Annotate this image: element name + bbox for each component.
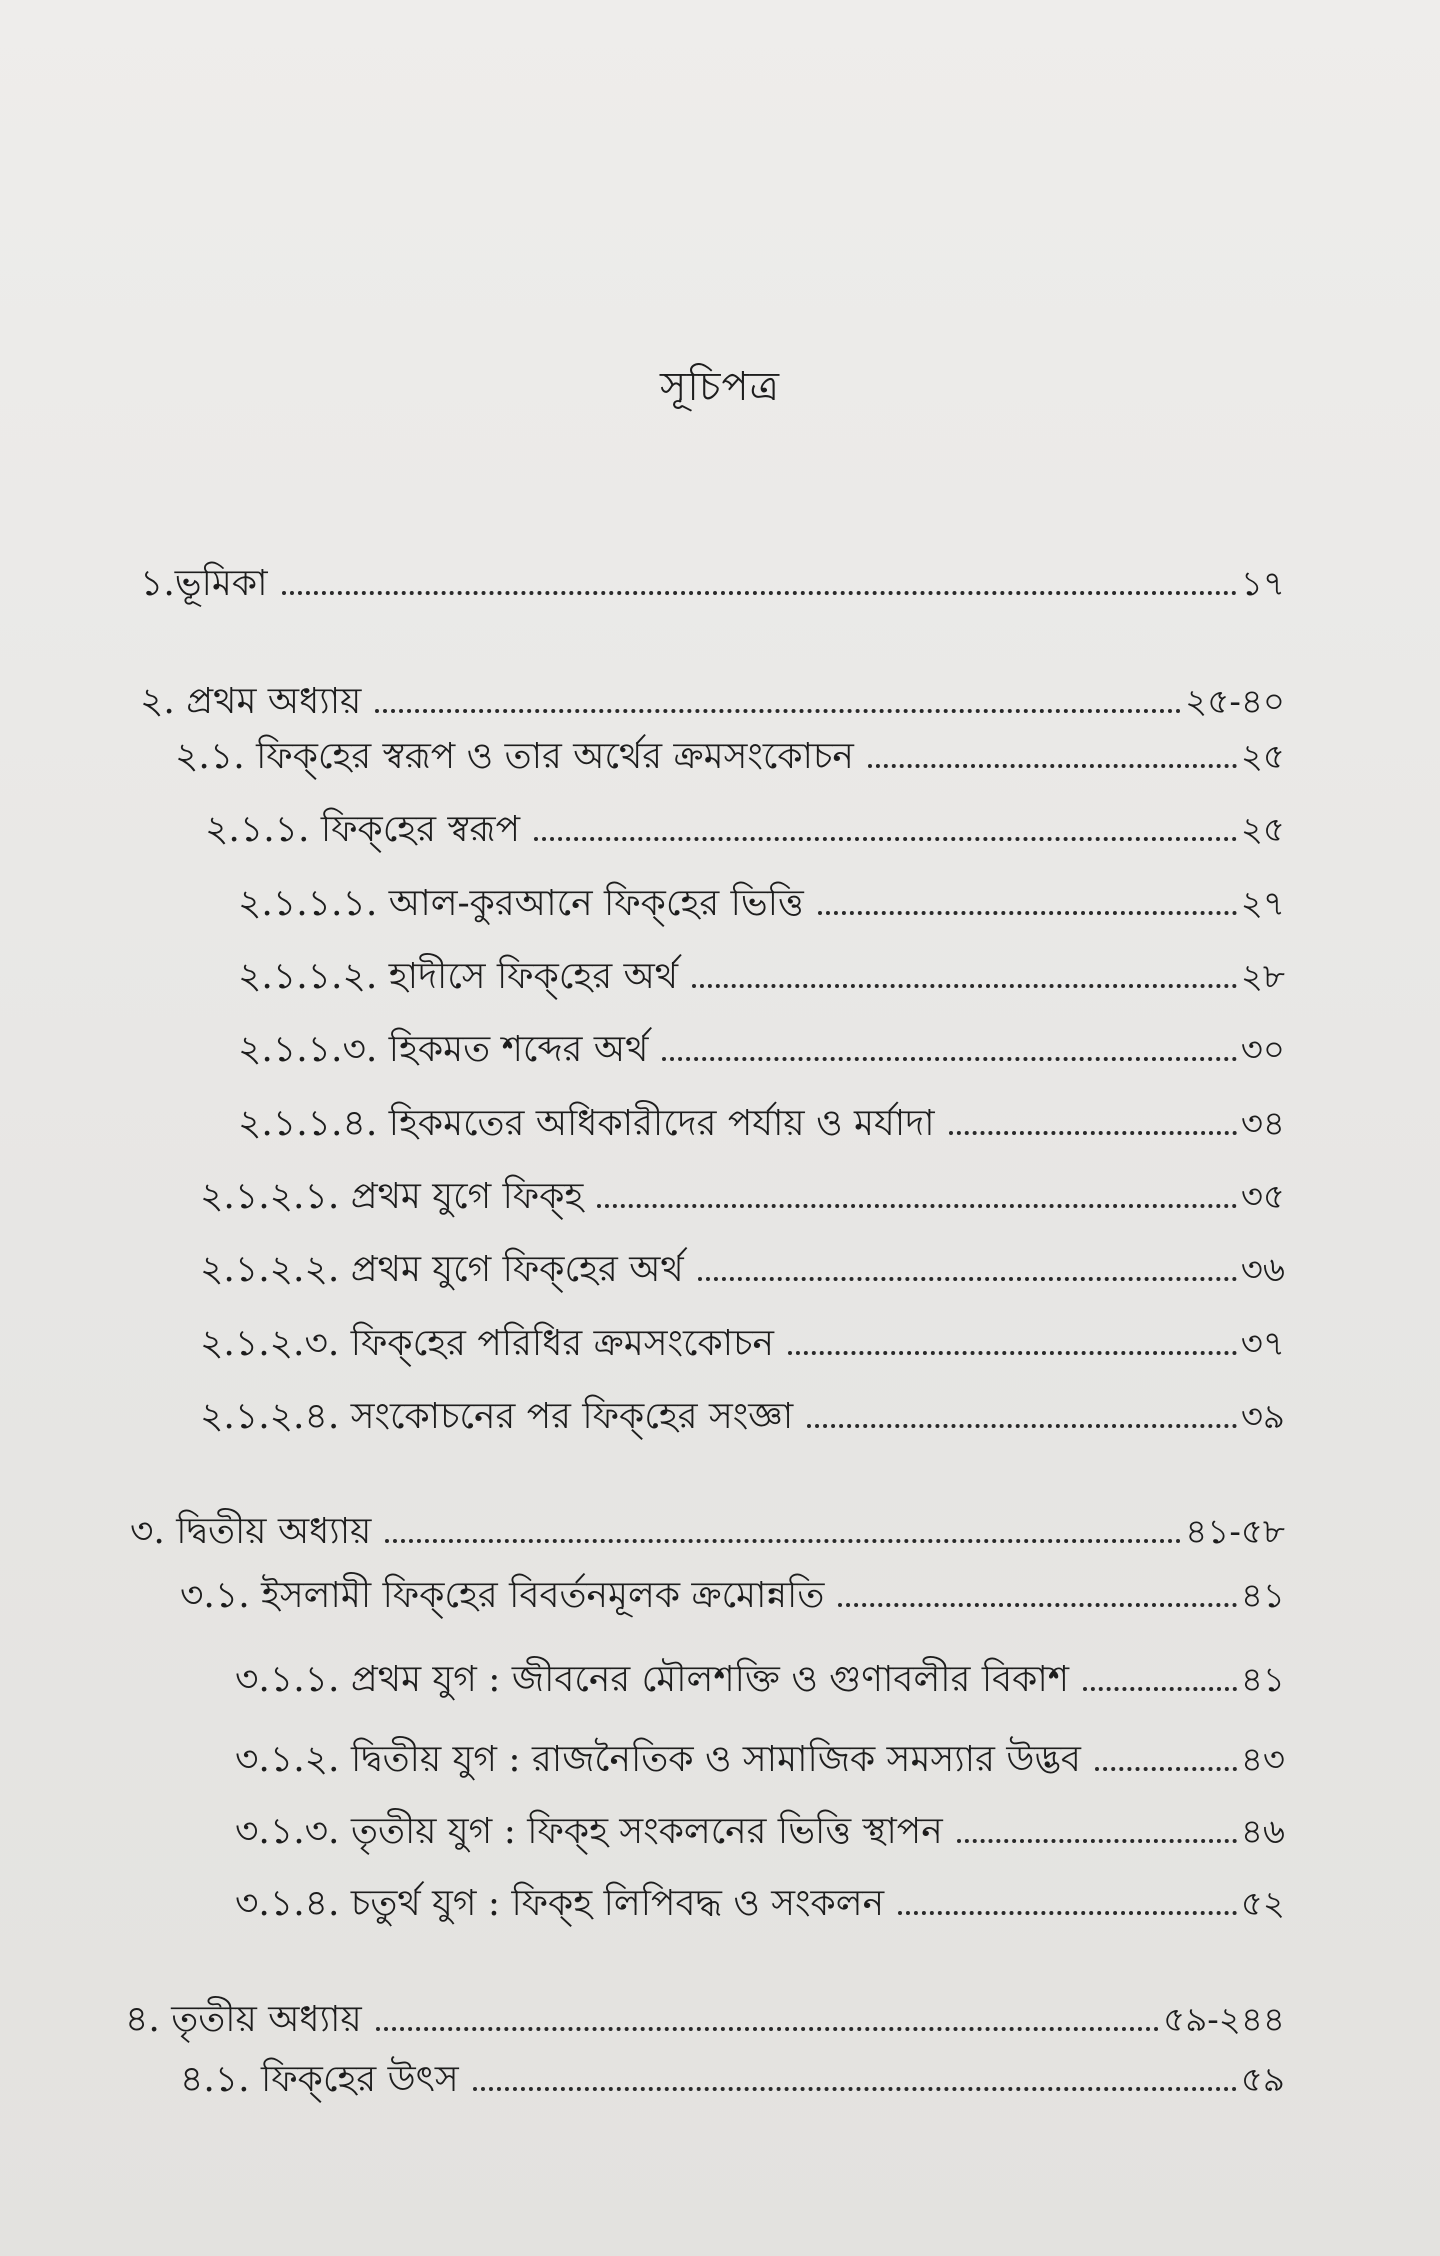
toc-entry <box>200 1248 1285 1292</box>
toc-entry <box>205 808 1285 852</box>
dot-leader <box>818 911 1237 915</box>
toc-entry-label: ৪. তৃতীয় অধ্যায় <box>125 1999 362 2040</box>
toc-entry-label: ২.১.২.২. প্রথম যুগে ফিক্‌হের অর্থ <box>200 1249 684 1290</box>
toc-entry-label: ২.১.২.১. প্রথম যুগে ফিক্‌হ <box>200 1176 584 1217</box>
toc-entry-page: ৩৯ <box>1240 1397 1285 1437</box>
dot-leader <box>473 2087 1237 2091</box>
toc-entry-label: ২.১. ফিক্‌হের স্বরূপ ও তার অর্থের ক্রমসংকোচন <box>175 736 854 777</box>
toc-entry-page: ১৭ <box>1240 564 1285 604</box>
toc-entry-page: ২৫ <box>1240 810 1285 850</box>
toc-entry-page: ৩৭ <box>1240 1324 1285 1364</box>
dot-leader <box>1083 1687 1237 1691</box>
toc-entry <box>238 1102 1285 1146</box>
toc-entry-label: ৩.১. ইসলামী ফিক্‌হের বিবর্তনমূলক ক্রমোন্নতি <box>180 1575 825 1616</box>
toc-entry-label: ৩. দ্বিতীয় অধ্যায় <box>130 1511 372 1552</box>
toc-entry-page: ৫২ <box>1240 1884 1285 1924</box>
dot-leader <box>282 591 1237 595</box>
dot-leader <box>868 764 1237 768</box>
toc-entry <box>235 1810 1285 1854</box>
toc-entry-label: ৩.১.১. প্রথম যুগ : জীবনের মৌলশক্তি ও গুণাবলীর বিকাশ <box>235 1659 1070 1700</box>
toc-entry-label: ৪.১. ফিক্‌হের উৎস <box>180 2059 459 2100</box>
toc-entry-page: ২৭ <box>1240 884 1285 924</box>
dot-leader <box>838 1603 1237 1607</box>
dot-leader <box>385 1539 1181 1543</box>
toc-entry-label: ২.১.২.৩. ফিক্‌হের পরিধির ক্রমসংকোচন <box>200 1323 774 1364</box>
dot-leader <box>692 984 1237 988</box>
toc-entry-label: ৩.১.৪. চতুর্থ যুগ : ফিক্‌হ লিপিবদ্ধ ও সংকলন <box>235 1883 885 1924</box>
toc-entry-page: ৪১-৫৮ <box>1185 1512 1285 1552</box>
toc-entry <box>235 1738 1285 1782</box>
toc-entry-page: ৩০ <box>1240 1030 1285 1070</box>
toc-entry-page: ৪১ <box>1240 1576 1285 1616</box>
toc-entry-label: ২.১.১.৩. হিকমত শব্দের অর্থ <box>238 1029 649 1070</box>
toc-entry-page: ২৫-৪০ <box>1185 682 1285 722</box>
dot-leader <box>898 1911 1237 1915</box>
dot-leader <box>375 709 1181 713</box>
dot-leader <box>698 1277 1237 1281</box>
toc-entry <box>140 680 1285 724</box>
toc-entry <box>140 562 1285 606</box>
dot-leader <box>662 1057 1236 1061</box>
toc-entry <box>175 735 1285 779</box>
toc-entry-page: ৪৬ <box>1240 1812 1285 1852</box>
toc-entry <box>130 1510 1285 1554</box>
toc-entry <box>235 1658 1285 1702</box>
toc-entry-label: ২.১.১.২. হাদীসে ফিক্‌হের অর্থ <box>238 956 679 997</box>
dot-leader <box>534 837 1237 841</box>
dot-leader <box>1095 1767 1237 1771</box>
toc-entry <box>125 1998 1285 2042</box>
toc-entry <box>238 1028 1285 1072</box>
page-title: সূচিপত্র <box>660 364 780 410</box>
toc-entry-page: ৩৫ <box>1240 1177 1285 1217</box>
toc-entry <box>180 1574 1285 1618</box>
toc-entry <box>200 1395 1285 1439</box>
dot-leader <box>949 1131 1237 1135</box>
toc-entry-label: ২. প্রথম অধ্যায় <box>140 681 362 722</box>
dot-leader <box>807 1424 1237 1428</box>
dot-leader <box>788 1351 1237 1355</box>
toc-entry-label: ২.১.১.১. আল-কুরআনে ফিক্‌হের ভিত্তি <box>238 883 804 924</box>
toc-entry-page: ৪১ <box>1240 1660 1285 1700</box>
toc-entry-page: ৫৯ <box>1240 2060 1285 2100</box>
toc-entry-label: ২.১.১. ফিক্‌হের স্বরূপ <box>205 809 521 850</box>
toc-entry-page: ২৫ <box>1240 737 1285 777</box>
toc-entry-page: ৩৬ <box>1240 1250 1285 1290</box>
toc-entry-page: ৫৯-২৪৪ <box>1163 2000 1285 2040</box>
toc-entry-label: ২.১.২.৪. সংকোচনের পর ফিক্‌হের সংজ্ঞা <box>200 1396 794 1437</box>
dot-leader <box>957 1839 1237 1843</box>
toc-entry-page: ৩৪ <box>1240 1104 1285 1144</box>
toc-entry <box>200 1175 1285 1219</box>
toc-entry <box>238 955 1285 999</box>
toc-entry-label: ২.১.১.৪. হিকমতের অধিকারীদের পর্যায় ও মর্যাদা <box>238 1103 935 1144</box>
toc-entry <box>235 1882 1285 1926</box>
toc-entry <box>180 2058 1285 2102</box>
toc-entry <box>200 1322 1285 1366</box>
dot-leader <box>376 2027 1159 2031</box>
dot-leader <box>597 1204 1237 1208</box>
toc-entry-page: ৪৩ <box>1240 1740 1285 1780</box>
toc-entry-page: ২৮ <box>1240 957 1285 997</box>
toc-entry-label: ৩.১.৩. তৃতীয় যুগ : ফিক্‌হ সংকলনের ভিত্তি স্থাপন <box>235 1811 943 1852</box>
toc-entry <box>238 882 1285 926</box>
toc-entry-label: ১.ভূমিকা <box>140 563 268 604</box>
toc-entry-label: ৩.১.২. দ্বিতীয় যুগ : রাজনৈতিক ও সামাজিক সমস্যার উদ্ভব <box>235 1739 1081 1780</box>
